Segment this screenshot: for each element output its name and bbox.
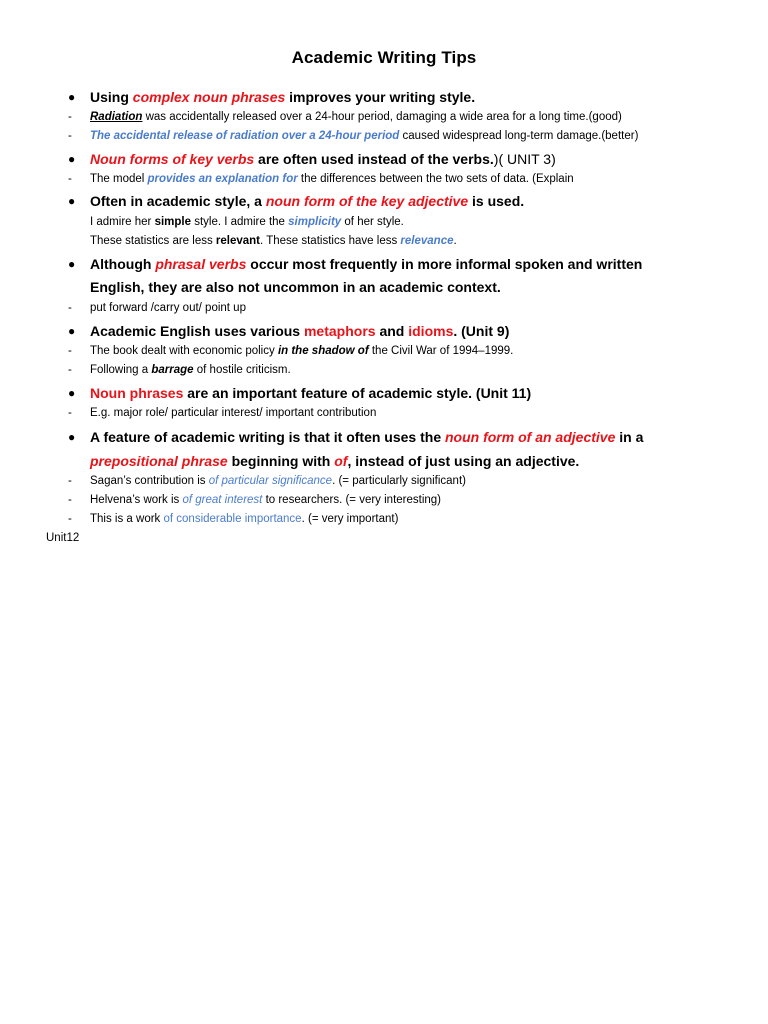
example-text: Sagan’s contribution is	[90, 475, 209, 487]
bullet-icon: ●	[68, 152, 76, 166]
example-text: the Civil War of 1994–1999.	[368, 345, 514, 357]
example-line	[90, 127, 638, 146]
tip-highlight: complex noun phrases	[132, 89, 286, 105]
tip-text: improves your writing style.	[285, 89, 476, 105]
example-text: . (= particularly significant)	[332, 475, 466, 487]
example-line	[90, 361, 291, 380]
tip-noun-phrases	[90, 382, 720, 405]
dash-marker: -	[68, 130, 72, 142]
bullet-icon: ●	[68, 386, 76, 400]
page-title: Academic Writing Tips	[291, 48, 477, 67]
tip-highlight: prepositional phrase	[90, 453, 228, 469]
dash-marker: -	[68, 407, 72, 419]
example-line	[90, 232, 457, 251]
example-text: The book dealt with economic policy	[90, 345, 278, 357]
example-line: E.g. major role/ particular interest/ important contribution	[90, 407, 377, 419]
tip-text: and	[375, 323, 409, 339]
tip-metaphors-idioms	[90, 320, 720, 343]
dash-marker: -	[68, 173, 72, 185]
tip-text: in a	[615, 429, 644, 445]
example-text: style. I admire the	[191, 216, 289, 228]
example-emphasis: relevance	[400, 235, 454, 247]
tip-highlight: of	[334, 453, 348, 469]
example-emphasis: of particular significance	[208, 475, 333, 487]
bullet-icon: ●	[68, 194, 76, 208]
example-text: Helvena’s work is	[90, 494, 183, 506]
example-line	[90, 342, 513, 361]
example-emphasis: of great interest	[182, 494, 263, 506]
dash-marker: -	[68, 302, 72, 314]
example-emphasis: of considerable importance	[163, 513, 302, 525]
tip-highlight: Noun phrases	[90, 385, 184, 401]
tip-text: Although	[90, 256, 156, 272]
example-text: Following a	[90, 364, 152, 376]
example-text: .	[453, 235, 457, 247]
tip-noun-forms-of-verbs	[90, 148, 720, 171]
tip-unit: )( UNIT 3)	[493, 151, 556, 167]
tip-highlight: noun form of an adjective	[445, 429, 616, 445]
example-emphasis: in the shadow of	[277, 345, 369, 357]
example-line: put forward /carry out/ point up	[90, 302, 246, 314]
tip-text: is used.	[468, 193, 525, 209]
tip-text: English, they are also not uncommon in an academic context.	[90, 279, 501, 295]
tip-text: . (Unit 9)	[453, 323, 510, 339]
tip-highlight: Noun forms of key verbs	[90, 151, 255, 167]
tip-complex-noun-phrases	[90, 86, 720, 109]
example-emphasis: Radiation	[90, 111, 143, 123]
example-line	[90, 491, 441, 510]
bullet-icon: ●	[68, 90, 76, 104]
unit-footer: Unit12	[46, 532, 80, 544]
example-text: of hostile criticism.	[193, 364, 291, 376]
tip-text: , instead of just using an adjective.	[347, 453, 580, 469]
tip-prepositional-phrase-cont	[90, 450, 720, 473]
tip-highlight: metaphors	[303, 323, 376, 339]
dash-marker: -	[68, 494, 72, 506]
example-text: This is a work	[90, 513, 164, 525]
example-emphasis: simplicity	[288, 216, 342, 228]
example-text: caused widespread long-term damage.(better)	[399, 130, 639, 142]
bullet-icon: ●	[68, 257, 76, 271]
tip-phrasal-verbs	[90, 253, 720, 276]
example-text: was accidentally released over a 24-hour period, damaging a wide area for a long time.(good)	[142, 111, 622, 123]
dash-marker: -	[68, 345, 72, 357]
example-text: to researchers. (= very interesting)	[262, 494, 442, 506]
example-line	[90, 170, 574, 189]
bullet-icon: ●	[68, 430, 76, 444]
example-emphasis: simple	[154, 216, 191, 228]
dash-marker: -	[68, 475, 72, 487]
bullet-icon: ●	[68, 324, 76, 338]
dash-marker: -	[68, 364, 72, 376]
tip-text: Using	[90, 89, 133, 105]
example-emphasis: The accidental release of radiation over a 24-hour period	[90, 130, 400, 142]
tip-noun-form-adjective	[90, 190, 720, 213]
dash-marker: -	[68, 111, 72, 123]
example-line	[90, 472, 466, 491]
tip-highlight: noun form of the key adjective	[265, 193, 469, 209]
tip-text: are often used instead of the verbs.	[254, 151, 494, 167]
example-emphasis: provides an explanation for	[147, 173, 298, 185]
example-line	[90, 213, 404, 232]
tip-prepositional-phrase	[90, 426, 720, 449]
tip-highlight: phrasal verbs	[155, 256, 247, 272]
tip-text: A feature of academic writing is that it often uses the	[90, 429, 445, 445]
dash-marker: -	[68, 513, 72, 525]
tip-text: occur most frequently in more informal spoken and written	[246, 256, 643, 272]
example-text: of her style.	[341, 216, 404, 228]
example-line	[90, 510, 398, 529]
tip-text: beginning with	[227, 453, 335, 469]
tip-highlight: idioms	[408, 323, 454, 339]
example-emphasis: barrage	[151, 364, 194, 376]
example-text: I admire her	[90, 216, 155, 228]
example-text: the differences between the two sets of data. (Explain	[297, 173, 574, 185]
example-text: The model	[90, 173, 148, 185]
example-text: . These statistics have less	[260, 235, 401, 247]
tip-phrasal-verbs-cont	[90, 276, 720, 299]
tip-text: Often in academic style, a	[90, 193, 266, 209]
tip-text: are an important feature of academic style. (Unit 11)	[183, 385, 532, 401]
tip-text: Academic English uses various	[90, 323, 304, 339]
example-line	[90, 108, 622, 127]
example-text: . (= very important)	[301, 513, 399, 525]
example-emphasis: relevant	[215, 235, 261, 247]
example-text: These statistics are less	[90, 235, 216, 247]
